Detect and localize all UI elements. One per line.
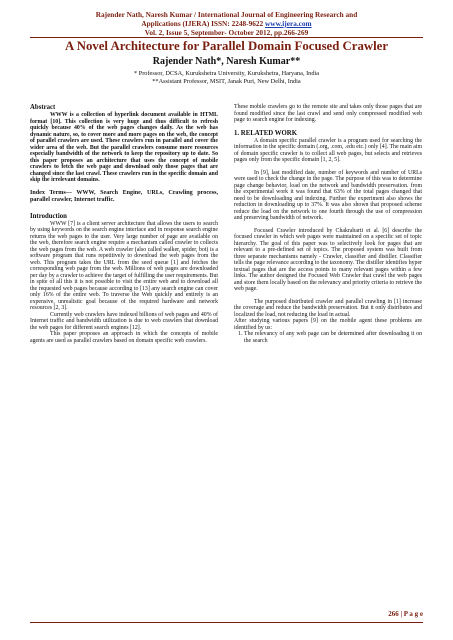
journal-header-line2: [30, 19, 423, 28]
journal-header-line1: Rajender Nath, Naresh Kumar / International Journal of Engineering Research and: [95, 10, 358, 19]
header-rule: [30, 37, 423, 38]
journal-issn: Applications (IJERA) ISSN: 2248-9622: [141, 19, 264, 28]
related-paragraph-1: A domain specific parallel crawler is a program used for searching the information in the specific domain (.org, .com, .edu etc.) only [4]. The main aim of domain specific crawler is to collect all web pages, but selects and retrieves pages only from the specific domain [1, 2, 5].: [234, 137, 422, 164]
related-paragraph-5: After studying various papers [9] on the mobile agent these problems are identified by us:: [234, 318, 422, 331]
index-terms: Index Terms— WWW, Search Engine, URLs, Crawling process, parallel crawler, Internet traffic.: [30, 189, 218, 203]
footer-rule: [30, 622, 423, 623]
intro-paragraph-3: This paper proposes an approach in which the concepts of mobile agents are used as parallel crawlers based on domain specific web crawlers.: [30, 331, 218, 344]
journal-link[interactable]: www.ijera.com: [265, 19, 312, 28]
journal-header: [30, 10, 423, 37]
abstract-text: WWW is a collection of hyperlink document available in HTML format [10]. This collection is very huge and thus difficult to refresh quickly because 40% of the web pages changes daily. As the web has dynamic nature, so, to cover more and more pages on the web, the concept of parallel crawlers are used. These crawlers run in parallel and cover the wider area of the web. But the parallel crawlers consume more resources especially bandwidth of the network to keep the repository up to date. So this paper proposes an architecture that uses the concept of mobile crawlers to fetch the web page and download only those pages that are changed since the last crawl. These crawlers run in the specific domain and skip the irrelevant domains.: [30, 112, 218, 184]
affiliation-2: **Assistant Professor, MSIT, Janak Puri, New Delhi, India: [152, 78, 301, 85]
related-paragraph-2: In [9], last modified date, number of keywords and number of URLs were used to check the change in the page. The purpose of this was to determine page change behavior, load on the network and bandwidth preservation. from the experimental work it was found that 63% of the total pages changed that need to be downloading and indexing. Further the experiment also shows the reduction in downloading up to 37%. It was also shown that proposed scheme reduce the load on the network to one fourth through the use of compression and preserving bandwidth of network.: [234, 169, 422, 222]
right-paragraph-0: These mobile crawlers go to the remote site and takes only those pages that are found modified since the last crawl and send only compressed modified web page to search engine for indexing.: [234, 104, 422, 124]
related-paragraph-4: The purposed distributed crawler and parallel crawling in [1] increase the coverage and reduce the bandwidth preservation. But it only distributes and localized the load, not reducing the load in actual.: [234, 298, 422, 318]
paper-title: A Novel Architecture for Parallel Domain Focused Crawler: [64, 39, 389, 53]
right-column: [234, 104, 422, 345]
affiliation-1: * Professor, DCSA, Kurukshetra University, Kurukshetra, Haryana, India: [133, 70, 320, 77]
journal-header-line3: Vol. 2, Issue 5, September- October 2012, pp.266-269: [144, 28, 309, 37]
introduction-heading: Introduction: [30, 212, 67, 220]
related-paragraph-3: Focused Crawler introduced by Chakrabarti et al. [6] describe the focused crawler in which web pages were maintained on a specific set of topic hierarchy. The goal of this paper was to selectively look for pages that are relevant to a pre-defined set of topics. The proposed system was built from three separate mechanisms namely - Crawler, classifier and distiller. Classifier tells the page relevance according to the taxonomy. The distiller identifies hyper textual pages that are the access points to many relevant pages within a few links. The author designed the Focused Web Crawler that crawl the web pages and store them locally based on the relevancy and priority criteria to retrieve the web page.: [234, 227, 422, 293]
intro-paragraph-1: WWW [7] is a client server architecture that allows the users to search by using keywords on the search engine interface and in response search engine returns the web pages to the user. Very large number of page are available on the web, therefore search engine require a mechanism called crawler to collects the web pages from the web. A web crawler (also called walker, spider, bot) is a software program that runs repetitively to download the web pages from the web. This program takes the URL from the seed queue [1] and fetches the corresponding web page from the web. Millions of web pages are downloaded per day by a crawler to achieve the target of fulfilling the user requirements. But in spite of all this it is not possible to visit the entire web and to download all the requested web pages because according to [13] any search engine can cover only 16% of the entire web. To traverse the Web quickly and entirely is an expensive, unrealistic goal because of the required hardware and network resources [2, 3].: [30, 220, 218, 312]
intro-paragraph-2: Currently web crawlers have indexed billions of web pages and 40% of Internet traffic and bandwidth utilization is due to web crawlers that download the web pages for different search engines [12].: [30, 311, 218, 331]
left-column: [30, 104, 218, 344]
abstract-heading: Abstract: [30, 104, 56, 111]
problem-list: [234, 331, 422, 344]
related-work-heading: 1. RELATED WORK: [234, 129, 298, 137]
list-item: 1. The relevancy of any web page can be determined after downloading it on the search: [244, 331, 422, 344]
paper-authors: Rajender Nath*, Naresh Kumar**: [152, 56, 301, 67]
page-number: 266 | P a g e: [388, 610, 423, 618]
